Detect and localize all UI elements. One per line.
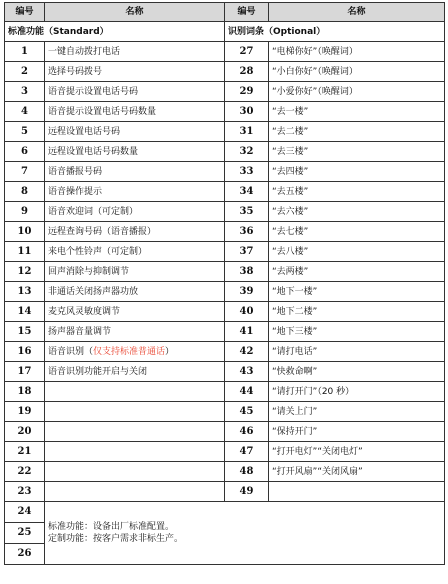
row-name-left-text: 语音识别（ [48,346,94,357]
table-row [5,42,445,62]
row-name-left [45,422,225,442]
row-name-left-tail: ） [165,346,175,357]
row-number-right: 43 [225,362,269,382]
row-number-left: 9 [5,202,45,222]
row-name-right: “打开风扇”“关闭风扇” [269,462,445,482]
table-row [5,502,445,523]
row-name-left: 语音提示设置电话号码数量 [45,102,225,122]
table-body [5,22,445,565]
row-number-left: 11 [5,242,45,262]
row-name-left: 远程查询号码（语音播报） [45,222,225,242]
row-number-left: 1 [5,42,45,62]
row-number-right: 36 [225,222,269,242]
table-row [5,482,445,502]
row-name-right: “去三楼” [269,142,445,162]
note-standard: 标准功能：设备出厂标准配置。 [48,522,175,532]
row-number-left: 6 [5,142,45,162]
table-row [5,462,445,482]
section-row [5,22,445,42]
row-name-left [45,402,225,422]
header-row [5,3,445,22]
row-name-right: “去两楼” [269,262,445,282]
row-number-left: 5 [5,122,45,142]
row-number-right: 49 [225,482,269,502]
table-row [5,322,445,342]
row-name-left: 选择号码拨号 [45,62,225,82]
header-name-left: 名称 [45,3,225,22]
row-name-right: “去六楼” [269,202,445,222]
row-name-right: “快救命啊” [269,362,445,382]
row-name-left: 麦克风灵敏度调节 [45,302,225,322]
row-name-left: 扬声器音量调节 [45,322,225,342]
table-row [5,422,445,442]
row-name-right: “去五楼” [269,182,445,202]
row-number-left: 2 [5,62,45,82]
row-name-left: 非通话关闭扬声器功放 [45,282,225,302]
row-number-right: 35 [225,202,269,222]
spec-table-container [4,2,444,565]
table-row [5,202,445,222]
row-number-right: 32 [225,142,269,162]
table-row [5,342,445,362]
row-name-left: 远程设置电话号码 [45,122,225,142]
table-row [5,402,445,422]
table-row [5,182,445,202]
row-name-left [45,382,225,402]
table-row [5,82,445,102]
row-name-left: 语音欢迎词（可定制） [45,202,225,222]
table-row [5,242,445,262]
row-name-left: 回声消除与抑制调节 [45,262,225,282]
row-name-left-highlight: 仅支持标准普通话 [93,346,166,357]
row-number-left: 17 [5,362,45,382]
row-number-right: 40 [225,302,269,322]
row-number-right: 31 [225,122,269,142]
table-row [5,262,445,282]
row-number-right: 30 [225,102,269,122]
row-name-right: “请打开门”（20 秒） [269,382,445,402]
row-number-right: 37 [225,242,269,262]
row-number-right: 45 [225,402,269,422]
row-number-left: 26 [5,544,45,565]
table-row [5,222,445,242]
row-number-left: 15 [5,322,45,342]
table-row [5,282,445,302]
row-number-left: 13 [5,282,45,302]
table-row [5,122,445,142]
table-row [5,102,445,122]
row-number-right: 28 [225,62,269,82]
row-number-right: 29 [225,82,269,102]
row-name-left [45,342,225,362]
header-number-left: 编号 [5,3,45,22]
row-number-left: 4 [5,102,45,122]
row-number-right: 34 [225,182,269,202]
row-name-right: “去四楼” [269,162,445,182]
notes-cell [45,502,445,565]
table-row [5,382,445,402]
header-name-right: 名称 [269,3,445,22]
row-name-right: “保持开门” [269,422,445,442]
row-name-right: “小白你好”（唤醒词） [269,62,445,82]
row-number-left: 14 [5,302,45,322]
row-number-right: 44 [225,382,269,402]
row-name-left: 语音播报号码 [45,162,225,182]
table-row [5,302,445,322]
row-number-right: 27 [225,42,269,62]
row-name-right: “打开电灯”“关闭电灯” [269,442,445,462]
row-number-right: 42 [225,342,269,362]
row-number-left: 19 [5,402,45,422]
row-number-left: 18 [5,382,45,402]
row-name-left [45,482,225,502]
row-name-right: “地下二楼” [269,302,445,322]
row-name-right [269,482,445,502]
row-name-right: “地下一楼” [269,282,445,302]
row-name-left: 来电个性铃声（可定制） [45,242,225,262]
row-name-left: 语音提示设置电话号码 [45,82,225,102]
note-custom: 定制功能：按客户需求非标生产。 [48,534,184,544]
row-number-right: 48 [225,462,269,482]
row-number-left: 25 [5,523,45,544]
row-name-right: “请打电话” [269,342,445,362]
row-number-left: 21 [5,442,45,462]
row-name-right: “地下三楼” [269,322,445,342]
row-number-left: 3 [5,82,45,102]
row-number-right: 46 [225,422,269,442]
row-number-left: 16 [5,342,45,362]
row-name-left [45,442,225,462]
row-name-right: “去八楼” [269,242,445,262]
row-number-right: 39 [225,282,269,302]
row-number-left: 10 [5,222,45,242]
row-number-left: 8 [5,182,45,202]
header-number-right: 编号 [225,3,269,22]
row-number-left: 22 [5,462,45,482]
table-row [5,162,445,182]
row-number-left: 24 [5,502,45,523]
row-number-left: 7 [5,162,45,182]
table-row [5,62,445,82]
row-name-left [45,462,225,482]
row-name-right: “小爱你好”（唤醒词） [269,82,445,102]
row-number-right: 38 [225,262,269,282]
section-optional: 识别词条（Optional） [225,22,445,42]
row-number-right: 41 [225,322,269,342]
row-name-left: 远程设置电话号码数量 [45,142,225,162]
row-name-right: “去七楼” [269,222,445,242]
row-name-left: 语音操作提示 [45,182,225,202]
section-standard: 标准功能（Standard） [5,22,225,42]
row-name-right: “请关上门” [269,402,445,422]
table-row [5,442,445,462]
row-number-left: 23 [5,482,45,502]
row-name-right: “去一楼” [269,102,445,122]
row-name-right: “电梯你好”（唤醒词） [269,42,445,62]
row-number-left: 20 [5,422,45,442]
table-row [5,142,445,162]
row-name-left: 一键自动拨打电话 [45,42,225,62]
function-spec-table [4,2,445,565]
table-row [5,362,445,382]
row-number-left: 12 [5,262,45,282]
row-number-right: 47 [225,442,269,462]
row-name-right: “去二楼” [269,122,445,142]
row-number-right: 33 [225,162,269,182]
row-name-left: 语音识别功能开启与关闭 [45,362,225,382]
